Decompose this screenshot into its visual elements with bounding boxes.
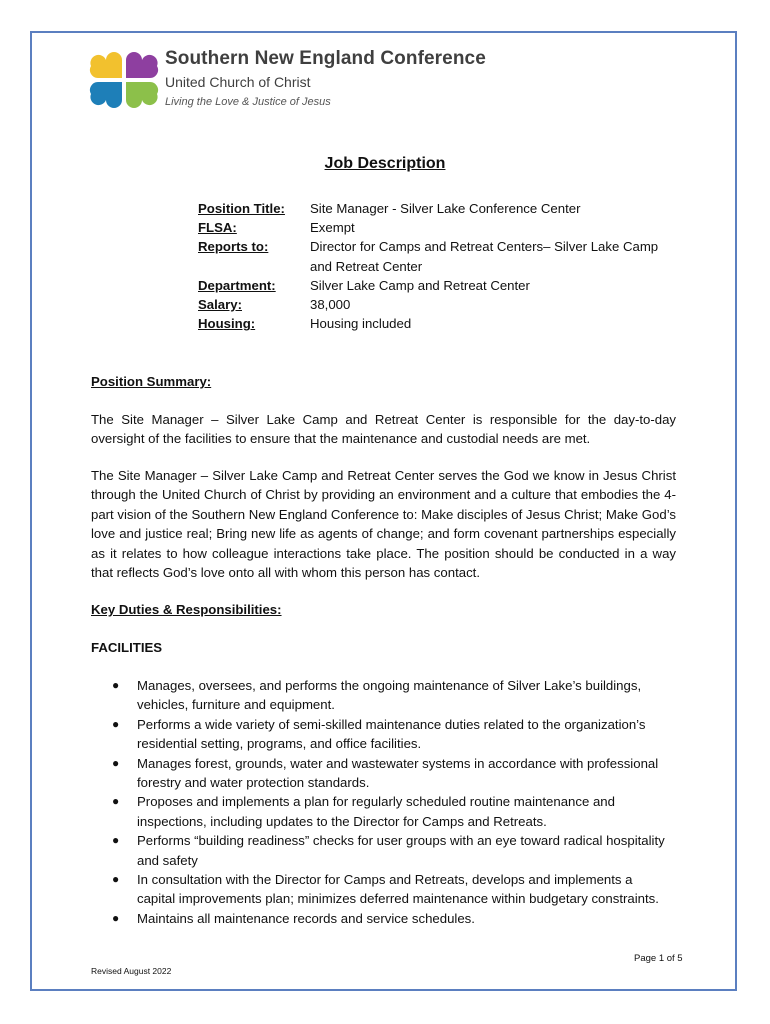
- field-label: Reports to:: [198, 239, 269, 255]
- field-department: [198, 276, 680, 295]
- list-item: ● Manages forest, grounds, water and wastewater systems in accordance with professional forestry and water protection standards.: [112, 754, 672, 793]
- logo-heart-green: [126, 82, 158, 108]
- field-flsa: [198, 218, 680, 237]
- field-value: Exempt: [310, 220, 355, 236]
- bullet-icon: ●: [112, 872, 120, 887]
- bullet-icon: ●: [112, 833, 120, 848]
- list-item: ● Performs “building readiness” checks for user groups with an eye toward radical hospitality and safety: [112, 831, 672, 870]
- field-label: Salary:: [198, 297, 242, 313]
- logo-heart-purple: [126, 52, 158, 78]
- conference-logo: [88, 44, 160, 116]
- summary-paragraph-2: The Site Manager – Silver Lake Camp and Retreat Center serves the God we know in Jesus Christ through the United Church of Christ by providing an environment and a culture that embodies the 4-part vision of the Southern New England Conference to: Make disciples of Jesus Christ; Make God’s love and justice real; Bring new life as agents of change; and form covenant partnerships especially as it relates to how colleague interactions take place. The position should be conducted in a way that reflects God’s love onto all with whom this person has contact.: [91, 468, 676, 581]
- list-item: ● In consultation with the Director for Camps and Retreats, develops and implements a capital improvements plan; minimizes deferred maintenance within budgetary constraints.: [112, 870, 672, 909]
- field-housing: [198, 314, 680, 333]
- list-item: ● Maintains all maintenance records and service schedules.: [112, 909, 672, 928]
- bullet-icon: ●: [112, 755, 120, 770]
- revised-date: Revised August 2022: [91, 966, 172, 976]
- org-tagline: Living the Love & Justice of Jesus: [165, 96, 331, 108]
- field-value: Silver Lake Camp and Retreat Center: [310, 277, 530, 293]
- field-label: Housing:: [198, 316, 256, 332]
- bullet-icon: ●: [112, 678, 120, 692]
- logo-heart-yellow: [90, 52, 122, 78]
- org-name: Southern New England Conference: [165, 48, 486, 69]
- summary-heading: Position Summary:: [91, 374, 212, 389]
- field-value: 38,000: [310, 297, 351, 313]
- list-item: ● Manages, oversees, and performs the ongoing maintenance of Silver Lake’s buildings, vehicles, furniture and equipment.: [112, 676, 672, 715]
- field-value: Site Manager - Silver Lake Conference Center: [310, 201, 581, 216]
- duties-heading: Key Duties & Responsibilities:: [91, 602, 282, 617]
- bullet-icon: ●: [112, 910, 120, 925]
- field-value: Housing included: [310, 316, 412, 332]
- field-label: Department:: [198, 277, 276, 293]
- duties-list: [112, 676, 672, 928]
- facilities-heading: FACILITIES: [91, 640, 163, 655]
- list-item: ● Performs a wide variety of semi-skilled maintenance duties related to the organization’s residential setting, programs, and office facilities.: [112, 715, 672, 754]
- bullet-icon: ●: [112, 716, 120, 731]
- document-title: Job Description: [324, 155, 446, 172]
- field-reports-to: [198, 237, 680, 275]
- logo-heart-blue: [90, 82, 122, 108]
- job-fields: [198, 199, 680, 333]
- page-number: Page 1 of 5: [634, 953, 683, 964]
- org-subtitle: United Church of Christ: [165, 74, 311, 90]
- field-label: Position Title:: [198, 201, 285, 216]
- field-position-title: [198, 199, 680, 218]
- list-item: ● Proposes and implements a plan for regularly scheduled routine maintenance and inspections, including updates to the Director for Camps and Retreats.: [112, 792, 672, 831]
- field-salary: [198, 295, 680, 314]
- field-value: Director for Camps and Retreat Centers– Silver Lake Camp and Retreat Center: [310, 239, 659, 274]
- field-label: FLSA:: [198, 220, 237, 236]
- bullet-icon: ●: [112, 794, 120, 809]
- summary-paragraph-1: The Site Manager – Silver Lake Camp and Retreat Center is responsible for the day-to-day oversight of the facilities to ensure that the maintenance and custodial needs are met.: [91, 412, 676, 447]
